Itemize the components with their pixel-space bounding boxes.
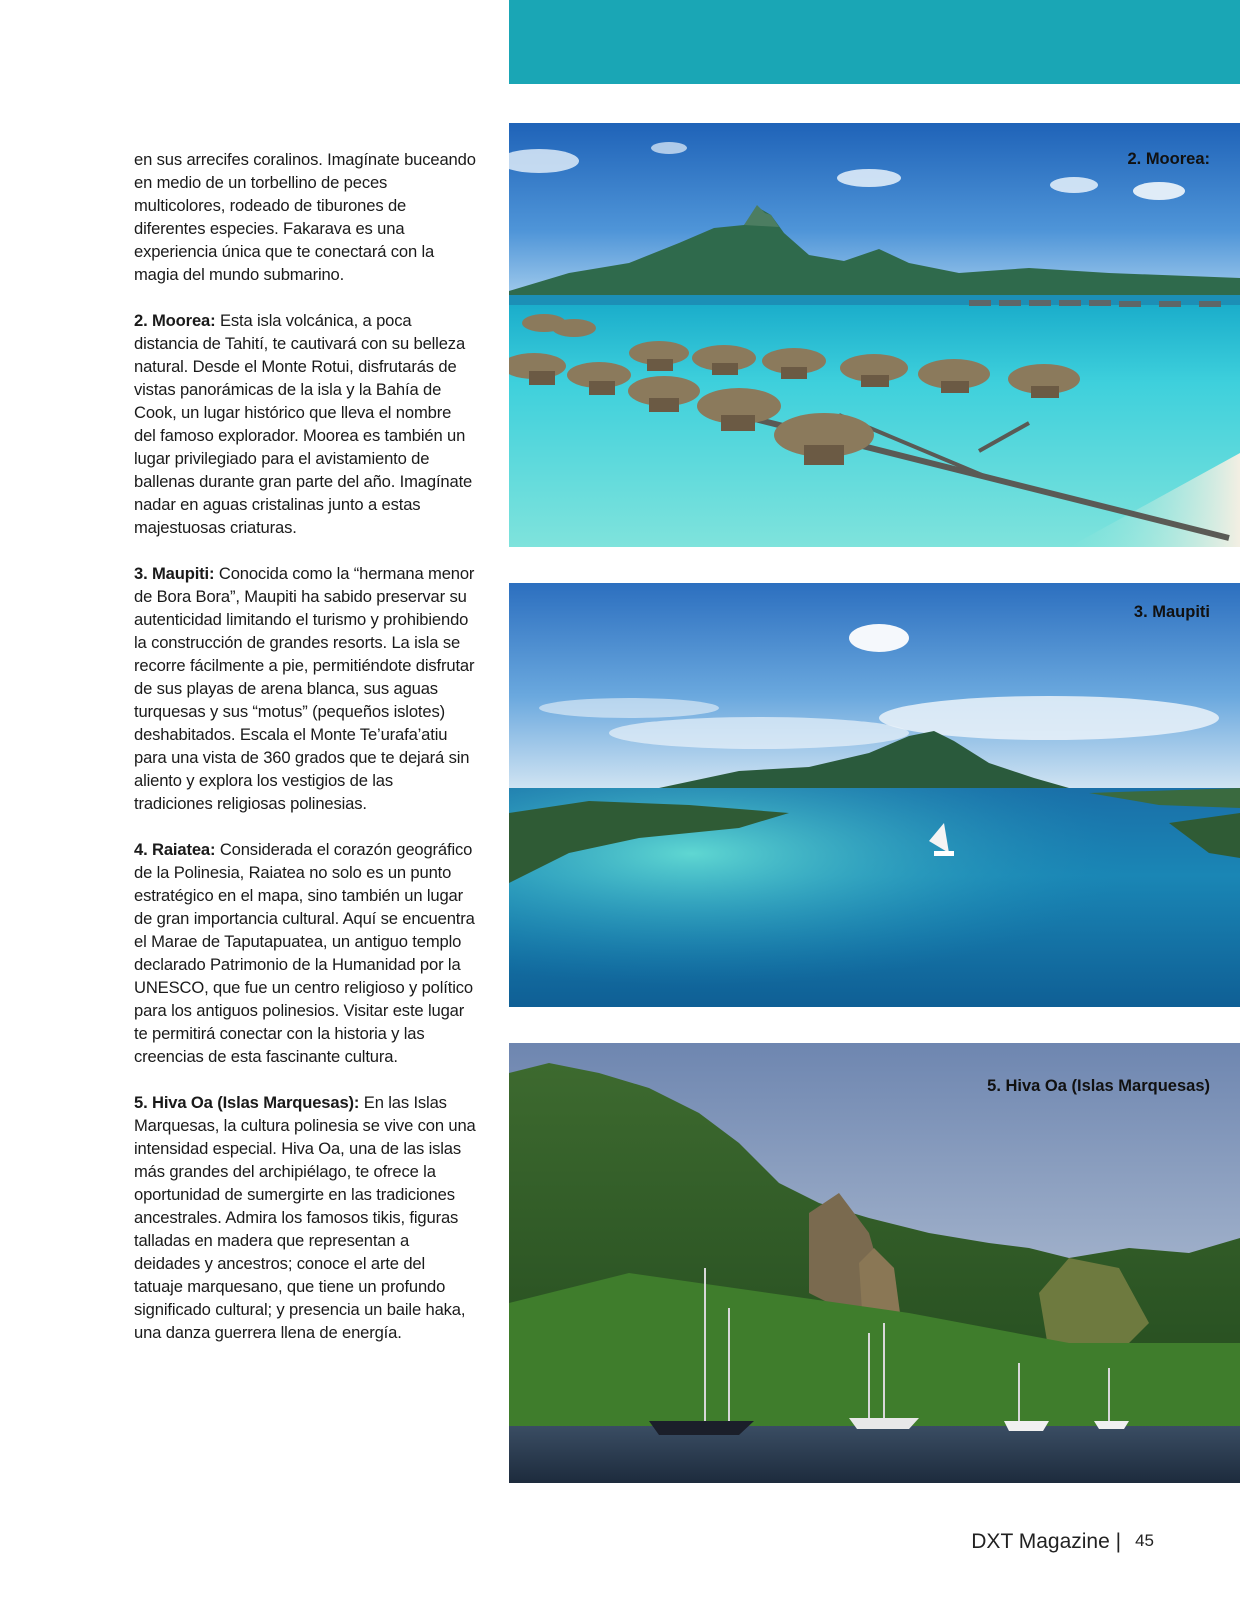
section-text-moorea: Esta isla volcánica, a poca distancia de Tahití, te cautivará con su belleza natural. Desde el Monte Rotui, disfrutarás de vistas panorámicas de la isla y la Bahía de Cook, un lugar histórico que lleva el nombre del famoso explorador. Moorea es también un lugar privilegiado para el avistamiento de ballenas durante gran parte del año. Imagínate nadar en aguas cristalinas junto a estas majestuosas criaturas. — [134, 311, 473, 537]
section-heading-hiva-oa: 5. Hiva Oa (Islas Marquesas): — [134, 1093, 360, 1112]
article-section-raiatea — [134, 838, 476, 1068]
hiva-oa-bay-image — [509, 1043, 1240, 1483]
page-number: 45 — [1135, 1531, 1154, 1550]
section-text-maupiti: Conocida como la “hermana menor de Bora Bora”, Maupiti ha sabido preservar su autenticidad limitando el turismo y prohibiendo la construcción de grandes resorts. La isla se recorre fácilmente a pie, permitiéndote disfrutar de sus playas de arena blanca, sus aguas turquesas y sus “motus” (pequeños islotes) deshabitados. Escala el Monte Te’urafa’atiu para una vista de 360 grados que te dejará sin aliento y explora los vestigios de las tradiciones religiosas polinesias. — [134, 564, 475, 813]
section-heading-maupiti: 3. Maupiti: — [134, 564, 215, 583]
magazine-name: DXT Magazine | — [971, 1530, 1122, 1553]
section-text-hiva-oa: En las Islas Marquesas, la cultura polinesia se vive con una intensidad especial. Hiva Oa, una de las islas más grandes del archipiélago, te ofrece la oportunidad de sumergirte en las tradiciones ancestrales. Admira los famosos tikis, figuras talladas en madera que representan a deidades y ancestros; conoce el arte del tatuaje marquesano, que tiene un profundo significado cultural; y presencia un baile haka, una danza guerrera llena de energía. — [134, 1093, 476, 1342]
article-column — [134, 148, 476, 1367]
article-section-moorea — [134, 309, 476, 539]
article-intro-paragraph: en sus arrecifes coralinos. Imagínate buceando en medio de un torbellino de peces multicolores, rodeado de tiburones de diferentes especies. Fakarava es una experiencia única que te conectará con la magia del mundo submarino. — [134, 150, 476, 284]
page-footer — [971, 1530, 1154, 1554]
photo-maupiti — [509, 583, 1240, 1007]
photo-caption-hiva-oa: 5. Hiva Oa (Islas Marquesas) — [987, 1077, 1210, 1095]
section-text-raiatea: Considerada el corazón geográfico de la Polinesia, Raiatea no solo es un punto estratégico en el mapa, sino también un lugar de gran importancia cultural. Aquí se encuentra el Marae de Taputapuatea, un antiguo templo declarado Patrimonio de la Humanidad por la UNESCO, que fue un centro religioso y político para los antiguos polinesios. Visitar este lugar te permitirá conectar con la historia y las creencias de esta fascinante cultura. — [134, 840, 475, 1066]
photo-caption-moorea: 2. Moorea: — [1127, 150, 1210, 168]
moorea-lagoon-image — [509, 123, 1240, 547]
maupiti-island-image — [509, 583, 1240, 1007]
article-section-hiva-oa — [134, 1091, 476, 1344]
photo-hiva-oa — [509, 1043, 1240, 1483]
section-heading-raiatea: 4. Raiatea: — [134, 840, 216, 859]
section-heading-moorea: 2. Moorea: — [134, 311, 216, 330]
article-section-maupiti — [134, 562, 476, 815]
photo-caption-maupiti: 3. Maupiti — [1133, 603, 1210, 621]
photo-moorea — [509, 123, 1240, 547]
top-accent-bar — [509, 0, 1240, 84]
